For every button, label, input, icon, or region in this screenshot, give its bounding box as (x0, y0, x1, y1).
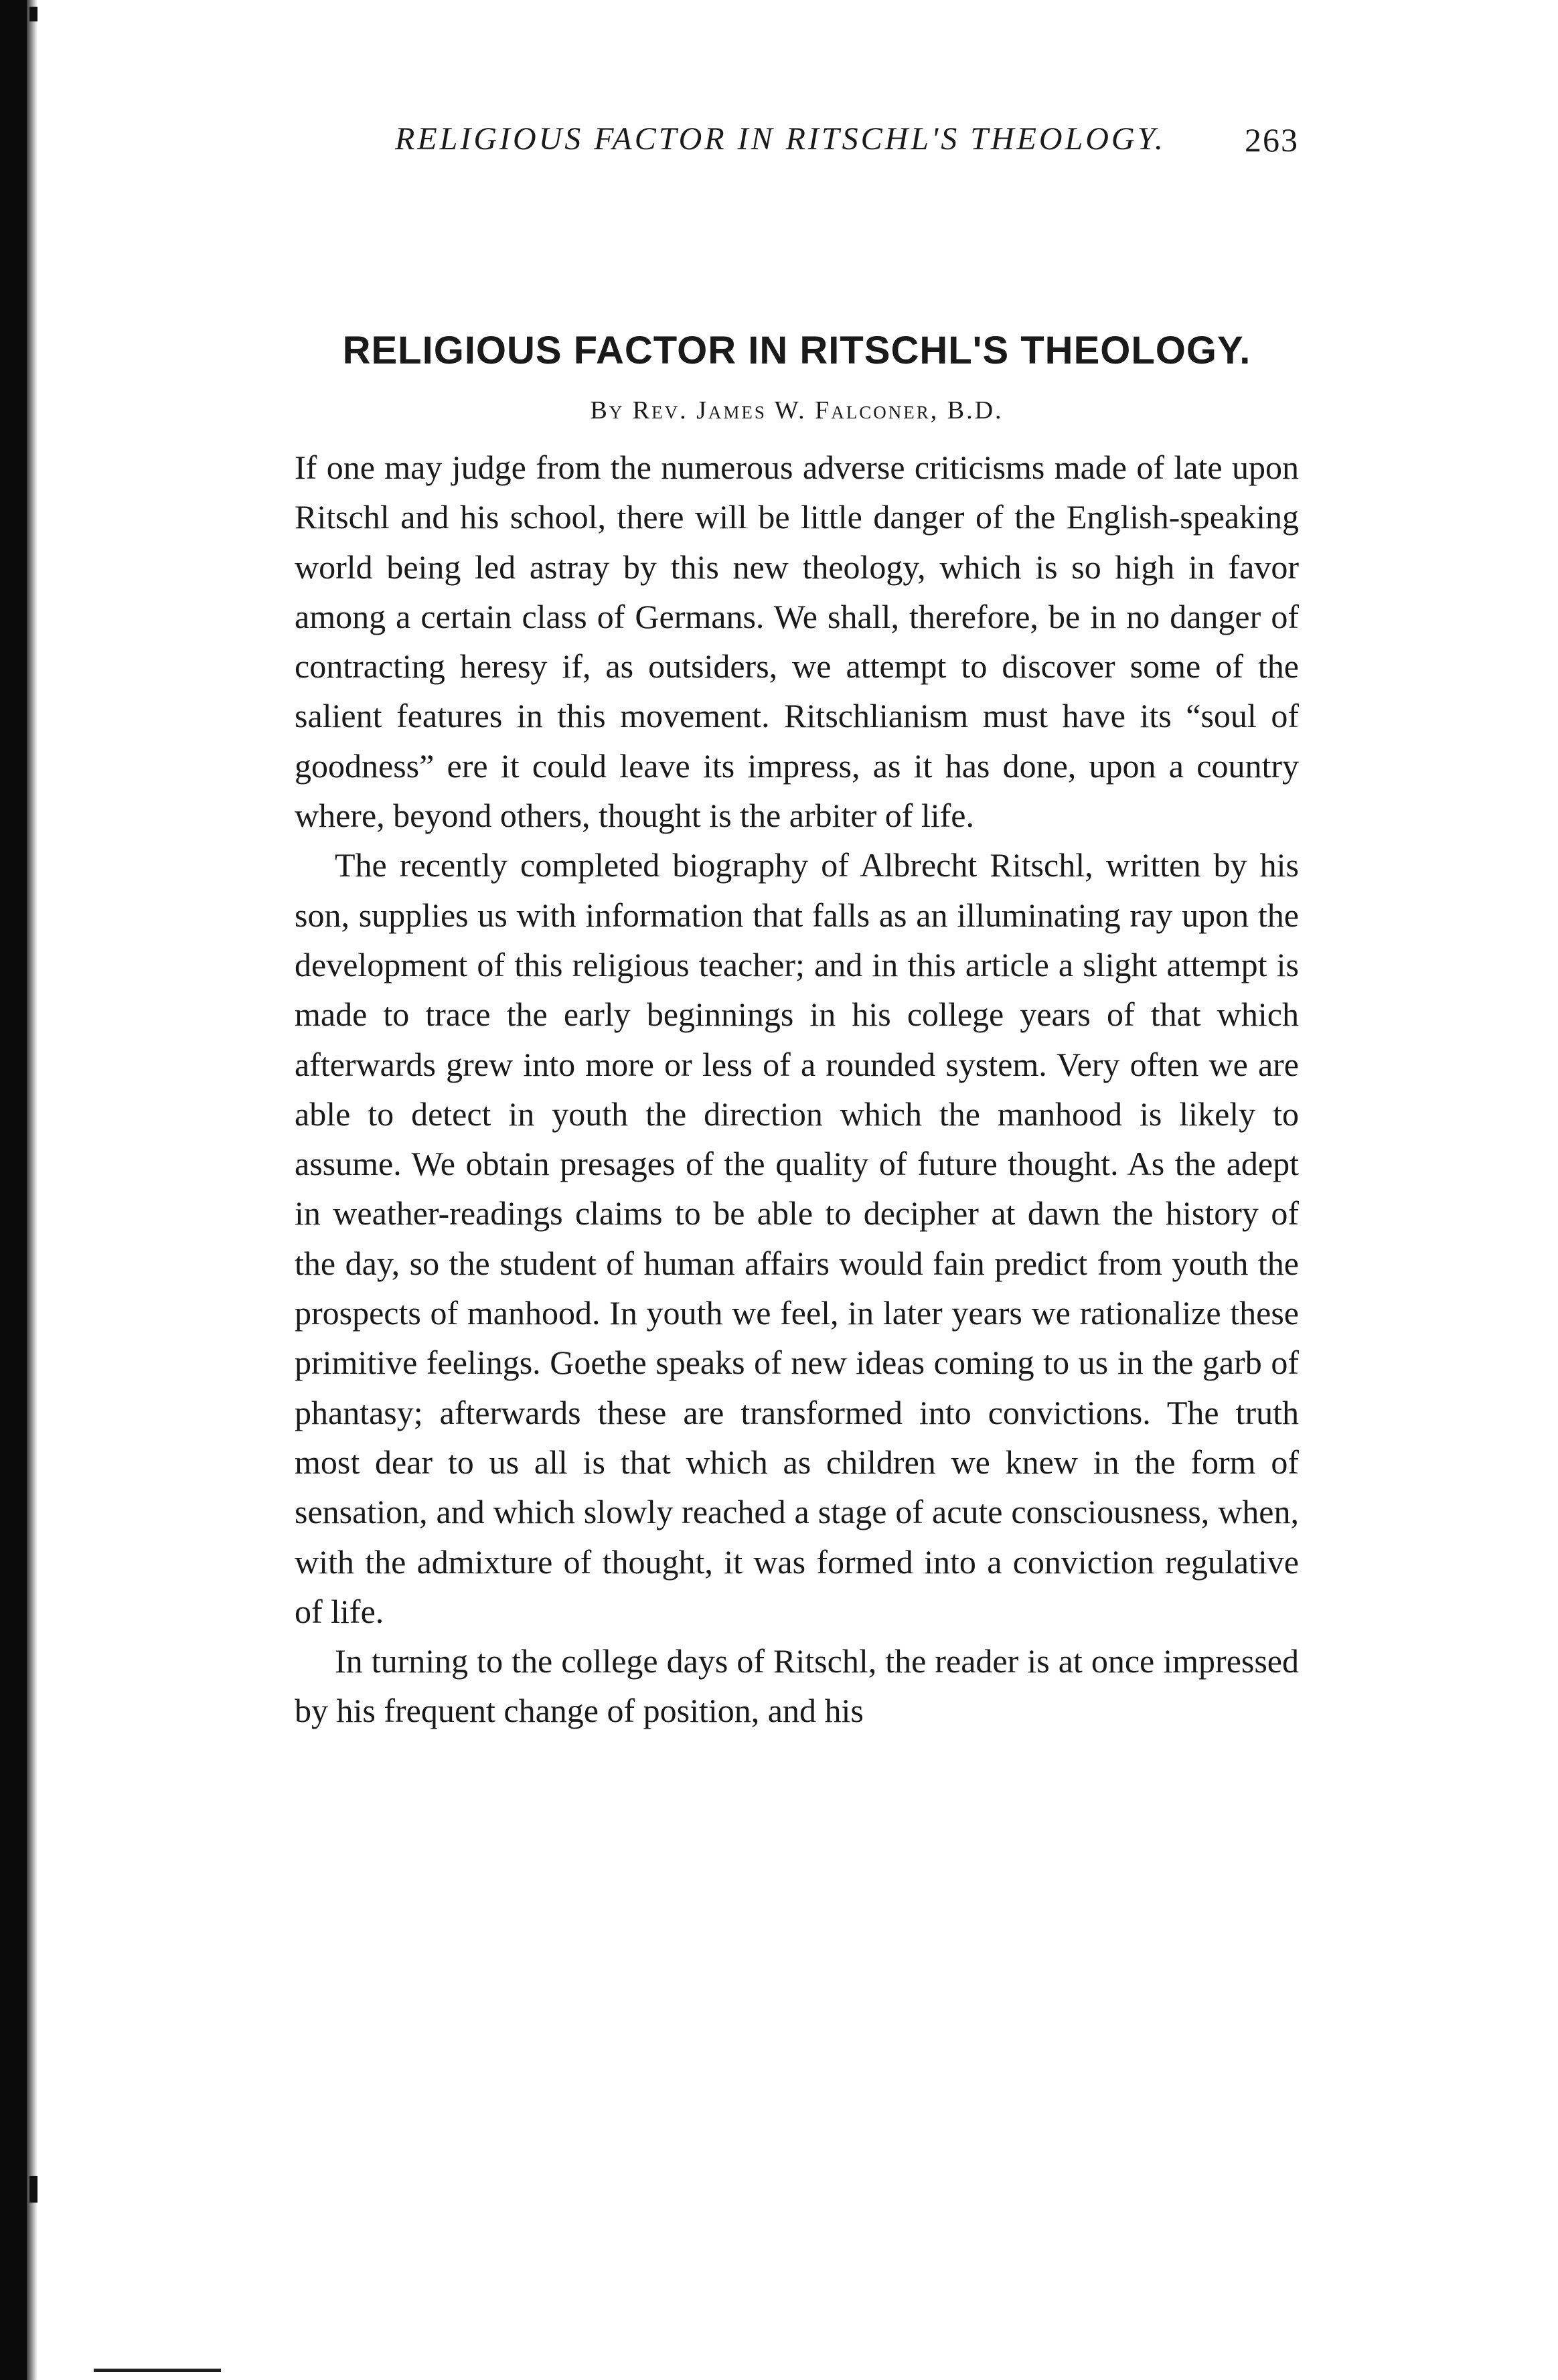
scan-edge (0, 0, 27, 2380)
paragraph-1: If one may judge from the numerous adverse criticisms made of late upon Ritschl and his school, there will be little danger of the English-speaking world being led astray by this new theology, which is so high in favor among a certain class of Germans. We shall, therefore, be in no danger of contracting heresy if, as outsiders, we attempt to discover some of the salient features in this movement. Ritschlianism must have its “soul of goodness” ere it could leave its impress, as it has done, upon a country where, beyond others, thought is the arbiter of life. (295, 449, 1299, 835)
page (295, 107, 1299, 1736)
running-title: RELIGIOUS FACTOR IN RITSCHL'S THEOLOGY. (395, 121, 1166, 157)
edge-mark-bottom (29, 2176, 37, 2203)
byline: By Rev. James W. Falconer, B.D. (590, 396, 1004, 424)
paragraph-3: In turning to the college days of Ritschl, the reader is at once impressed by his frequent change of position, and his (295, 1642, 1299, 1730)
edge-mark-top (29, 7, 37, 21)
paragraph-2: The recently completed biography of Albrecht Ritschl, written by his son, supplies us with information that falls as an illuminating ray upon the development of this religious teacher; and in this article a slight attempt is made to trace the early beginnings in his college years of that which afterwards grew into more or less of a rounded system. Very often we are able to detect in youth the direction which the manhood is likely to assume. We obtain presages of the quality of future thought. As the adept in weather-readings claims to be able to decipher at dawn the history of the day, so the student of human affairs would fain predict from youth the prospects of manhood. In youth we feel, in later years we rationalize these primitive feelings. Goethe speaks of new ideas coming to us in the garb of phantasy; afterwards these are transformed into convictions. The truth most dear to us all is that which as children we knew in the form of sensation, and which slowly reached a stage of acute consciousness, when, with the admixture of thought, it was formed into a conviction regulative of life. (295, 846, 1299, 1630)
running-head (295, 107, 1299, 161)
scan-artifact-line (94, 2369, 221, 2372)
scan-edge-shadow (27, 0, 37, 2380)
page-number: 263 (1245, 121, 1299, 159)
article-body (295, 443, 1299, 1736)
article-title: RELIGIOUS FACTOR IN RITSCHL'S THEOLOGY. (342, 329, 1251, 372)
